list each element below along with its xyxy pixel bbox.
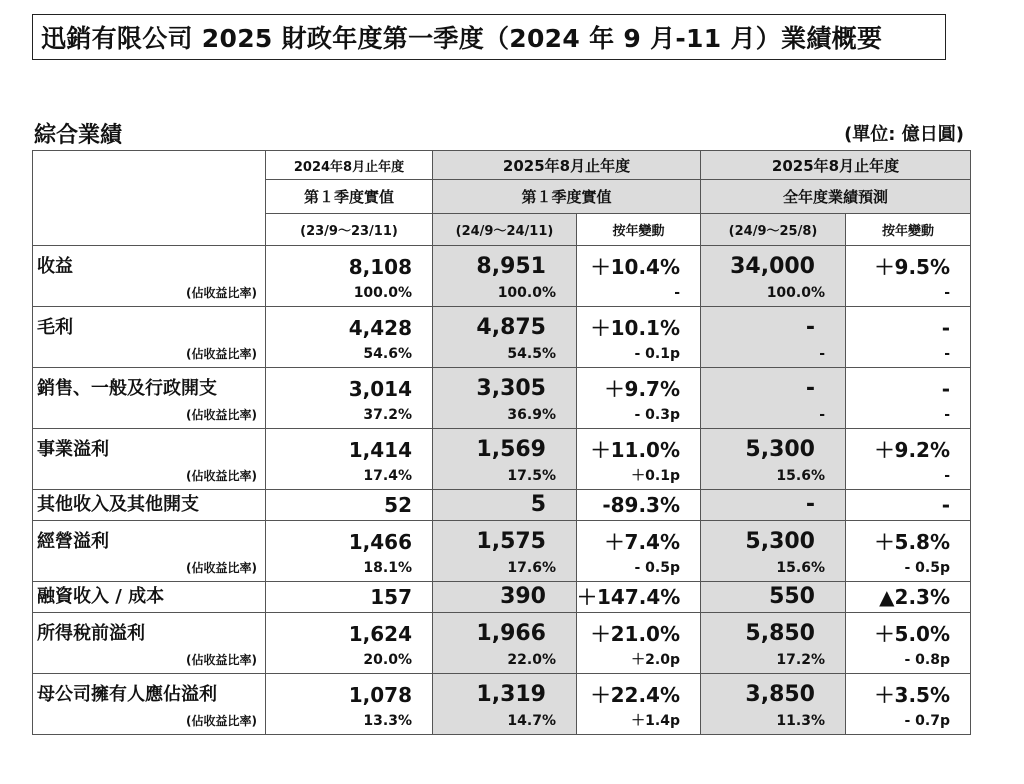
- ratio-label: (佔收益比率): [186, 561, 257, 575]
- cell-prev-ratio: 20.0%: [363, 652, 412, 668]
- cell-prev-ratio: 13.3%: [363, 713, 412, 729]
- unit-label: (單位: 億日圓): [844, 124, 964, 145]
- header-corner: [33, 151, 266, 246]
- cell-prev-value: 157: [370, 585, 412, 609]
- cell-prev-value: 1,078: [348, 683, 412, 707]
- cell-curr-ratio: 36.9%: [507, 407, 556, 423]
- cell-curr-ratio: 100.0%: [497, 285, 556, 301]
- cell-fyoy-value: ＋9.5%: [874, 255, 950, 279]
- cell-prev-value: 1,624: [348, 622, 412, 646]
- cell-prev: [266, 368, 433, 429]
- cell-forecast-ratio: 17.2%: [776, 652, 825, 668]
- cell-forecast-value: -: [805, 315, 815, 340]
- table-header: [33, 151, 971, 246]
- cell-yoy: [577, 307, 701, 368]
- section-title: 綜合業績: [34, 123, 123, 148]
- cell-fyoy: [846, 674, 971, 735]
- cell-fyoy-ratio: - 0.7p: [904, 713, 950, 729]
- cell-forecast-ratio: 15.6%: [776, 468, 825, 484]
- cell-fyoy: [846, 307, 971, 368]
- cell-fyoy-ratio: - 0.5p: [904, 560, 950, 576]
- cell-prev: [266, 613, 433, 674]
- row-label-value: 融資收入 / 成本: [37, 586, 165, 607]
- cell-fyoy-ratio: -: [944, 346, 950, 362]
- cell-fyoy: [846, 490, 971, 521]
- cell-fyoy-ratio: -: [944, 468, 950, 484]
- cell-curr: [433, 307, 577, 368]
- cell-yoy-ratio: -: [674, 285, 680, 301]
- table-row: [33, 368, 971, 429]
- cell-forecast-value: 3,850: [745, 682, 815, 707]
- cell-forecast-ratio: 15.6%: [776, 560, 825, 576]
- cell-forecast-value: -: [805, 492, 815, 517]
- cell-prev-ratio: 18.1%: [363, 560, 412, 576]
- row-label: [33, 582, 266, 613]
- cell-curr: [433, 490, 577, 521]
- row-label-value: 事業溢利: [37, 439, 109, 460]
- ratio-label: (佔收益比率): [186, 286, 257, 300]
- header-forecast-year: 2025年8月止年度: [701, 151, 971, 180]
- cell-curr-value: 1,569: [476, 437, 546, 462]
- cell-prev-ratio: 54.6%: [363, 346, 412, 362]
- cell-yoy-value: ＋10.1%: [590, 316, 680, 340]
- table-row: [33, 582, 971, 613]
- row-label-value: 經營溢利: [37, 531, 109, 552]
- cell-forecast: [701, 674, 846, 735]
- table-row: [33, 674, 971, 735]
- table-row: [33, 246, 971, 307]
- cell-forecast-value: 5,300: [745, 437, 815, 462]
- cell-forecast: [701, 368, 846, 429]
- cell-forecast: [701, 521, 846, 582]
- cell-prev-value: 52: [384, 493, 412, 517]
- ratio-label: (佔收益比率): [186, 714, 257, 728]
- header-curr-q1: 第１季度實值: [433, 180, 701, 214]
- row-label: [33, 307, 266, 368]
- cell-forecast-value: 550: [769, 584, 815, 609]
- cell-yoy-ratio: ＋0.1p: [631, 468, 680, 484]
- cell-curr-ratio: 17.5%: [507, 468, 556, 484]
- cell-curr-value: 8,951: [476, 254, 546, 279]
- cell-curr: [433, 582, 577, 613]
- cell-fyoy: [846, 582, 971, 613]
- cell-yoy-value: ＋147.4%: [577, 585, 681, 609]
- cell-curr-value: 1,575: [476, 529, 546, 554]
- header-prev-year: 2024年8月止年度: [266, 151, 433, 180]
- cell-prev: [266, 307, 433, 368]
- cell-forecast-ratio: 11.3%: [776, 713, 825, 729]
- cell-forecast: [701, 490, 846, 521]
- header-forecast-yoy: 按年變動: [846, 214, 971, 246]
- cell-forecast: [701, 246, 846, 307]
- cell-curr-value: 1,966: [476, 621, 546, 646]
- cell-prev: [266, 246, 433, 307]
- cell-fyoy-value: ▲2.3%: [879, 585, 950, 609]
- table-row: [33, 613, 971, 674]
- table-row: [33, 521, 971, 582]
- row-label-value: 毛利: [37, 317, 73, 338]
- cell-forecast: [701, 429, 846, 490]
- cell-curr: [433, 674, 577, 735]
- cell-fyoy-value: ＋9.2%: [874, 438, 950, 462]
- cell-yoy-ratio: - 0.3p: [634, 407, 680, 423]
- header-prev-period: (23/9～23/11): [266, 214, 433, 246]
- header-forecast-period: (24/9～25/8): [701, 214, 846, 246]
- cell-fyoy-ratio: -: [944, 407, 950, 423]
- row-label-value: 銷售、一般及行政開支: [37, 378, 217, 399]
- cell-prev: [266, 521, 433, 582]
- cell-yoy: [577, 674, 701, 735]
- table-row: [33, 307, 971, 368]
- cell-fyoy-value: -: [941, 493, 950, 517]
- cell-forecast-value: 5,300: [745, 529, 815, 554]
- cell-yoy-ratio: ＋2.0p: [631, 652, 680, 668]
- cell-forecast-value: -: [805, 376, 815, 401]
- table-row: [33, 429, 971, 490]
- header-curr-year: 2025年8月止年度: [433, 151, 701, 180]
- cell-prev-value: 1,414: [348, 438, 412, 462]
- cell-curr-ratio: 22.0%: [507, 652, 556, 668]
- cell-yoy-value: ＋7.4%: [604, 530, 680, 554]
- cell-yoy: [577, 582, 701, 613]
- ratio-label: (佔收益比率): [186, 653, 257, 667]
- cell-fyoy-value: ＋5.0%: [874, 622, 950, 646]
- cell-fyoy: [846, 429, 971, 490]
- cell-curr-value: 390: [500, 584, 546, 609]
- cell-prev-value: 3,014: [348, 377, 412, 401]
- row-label: [33, 521, 266, 582]
- table-body: [33, 246, 971, 735]
- cell-yoy-ratio: - 0.5p: [634, 560, 680, 576]
- cell-yoy-value: ＋21.0%: [590, 622, 680, 646]
- header-curr-period: (24/9～24/11): [433, 214, 577, 246]
- cell-forecast: [701, 307, 846, 368]
- cell-yoy-value: ＋9.7%: [604, 377, 680, 401]
- cell-curr-ratio: 54.5%: [507, 346, 556, 362]
- cell-fyoy-value: ＋5.8%: [874, 530, 950, 554]
- cell-yoy: [577, 429, 701, 490]
- cell-forecast: [701, 582, 846, 613]
- cell-prev-ratio: 37.2%: [363, 407, 412, 423]
- cell-fyoy-value: -: [941, 316, 950, 340]
- cell-curr-value: 4,875: [476, 315, 546, 340]
- cell-forecast-ratio: -: [819, 346, 825, 362]
- ratio-label: (佔收益比率): [186, 469, 257, 483]
- cell-curr-value: 1,319: [476, 682, 546, 707]
- table-row: [33, 490, 971, 521]
- row-label: [33, 429, 266, 490]
- cell-curr: [433, 246, 577, 307]
- cell-prev: [266, 582, 433, 613]
- cell-curr: [433, 429, 577, 490]
- cell-curr-value: 5: [530, 492, 546, 517]
- row-label: [33, 368, 266, 429]
- cell-forecast-value: 5,850: [745, 621, 815, 646]
- cell-fyoy: [846, 246, 971, 307]
- cell-curr-ratio: 17.6%: [507, 560, 556, 576]
- cell-fyoy-ratio: - 0.8p: [904, 652, 950, 668]
- row-label: [33, 613, 266, 674]
- row-label: [33, 246, 266, 307]
- cell-forecast-value: 34,000: [730, 254, 815, 279]
- cell-fyoy: [846, 613, 971, 674]
- row-label-value: 其他收入及其他開支: [37, 494, 199, 515]
- cell-yoy-value: ＋11.0%: [590, 438, 680, 462]
- cell-forecast-ratio: -: [819, 407, 825, 423]
- cell-fyoy-value: -: [941, 377, 950, 401]
- cell-yoy-value: ＋22.4%: [590, 683, 680, 707]
- cell-curr: [433, 613, 577, 674]
- cell-prev: [266, 490, 433, 521]
- cell-fyoy-ratio: -: [944, 285, 950, 301]
- header-forecast-full: 全年度業績預測: [701, 180, 971, 214]
- row-label-value: 收益: [37, 256, 73, 277]
- cell-yoy: [577, 521, 701, 582]
- cell-yoy: [577, 613, 701, 674]
- cell-curr: [433, 521, 577, 582]
- header-curr-yoy: 按年變動: [577, 214, 701, 246]
- cell-yoy-ratio: ＋1.4p: [631, 713, 680, 729]
- ratio-label: (佔收益比率): [186, 408, 257, 422]
- cell-prev-ratio: 17.4%: [363, 468, 412, 484]
- cell-fyoy: [846, 368, 971, 429]
- cell-yoy-value: ＋10.4%: [590, 255, 680, 279]
- cell-fyoy-value: ＋3.5%: [874, 683, 950, 707]
- report-title: 迅銷有限公司 2025 財政年度第一季度（2024 年 9 月-11 月）業績概要: [32, 14, 946, 60]
- ratio-label: (佔收益比率): [186, 347, 257, 361]
- cell-yoy-ratio: - 0.1p: [634, 346, 680, 362]
- cell-fyoy: [846, 521, 971, 582]
- cell-prev: [266, 674, 433, 735]
- cell-prev: [266, 429, 433, 490]
- cell-yoy: [577, 246, 701, 307]
- cell-curr-value: 3,305: [476, 376, 546, 401]
- row-label: [33, 674, 266, 735]
- cell-yoy: [577, 368, 701, 429]
- cell-prev-value: 1,466: [348, 530, 412, 554]
- cell-prev-value: 4,428: [348, 316, 412, 340]
- cell-curr-ratio: 14.7%: [507, 713, 556, 729]
- cell-yoy: [577, 490, 701, 521]
- header-prev-q1: 第１季度實值: [266, 180, 433, 214]
- cell-forecast: [701, 613, 846, 674]
- cell-curr: [433, 368, 577, 429]
- cell-prev-ratio: 100.0%: [353, 285, 412, 301]
- row-label: [33, 490, 266, 521]
- row-label-value: 所得稅前溢利: [37, 623, 145, 644]
- cell-forecast-ratio: 100.0%: [766, 285, 825, 301]
- cell-prev-value: 8,108: [348, 255, 412, 279]
- cell-yoy-value: -89.3%: [602, 493, 680, 517]
- results-table: [32, 150, 971, 735]
- row-label-value: 母公司擁有人應佔溢利: [37, 684, 217, 705]
